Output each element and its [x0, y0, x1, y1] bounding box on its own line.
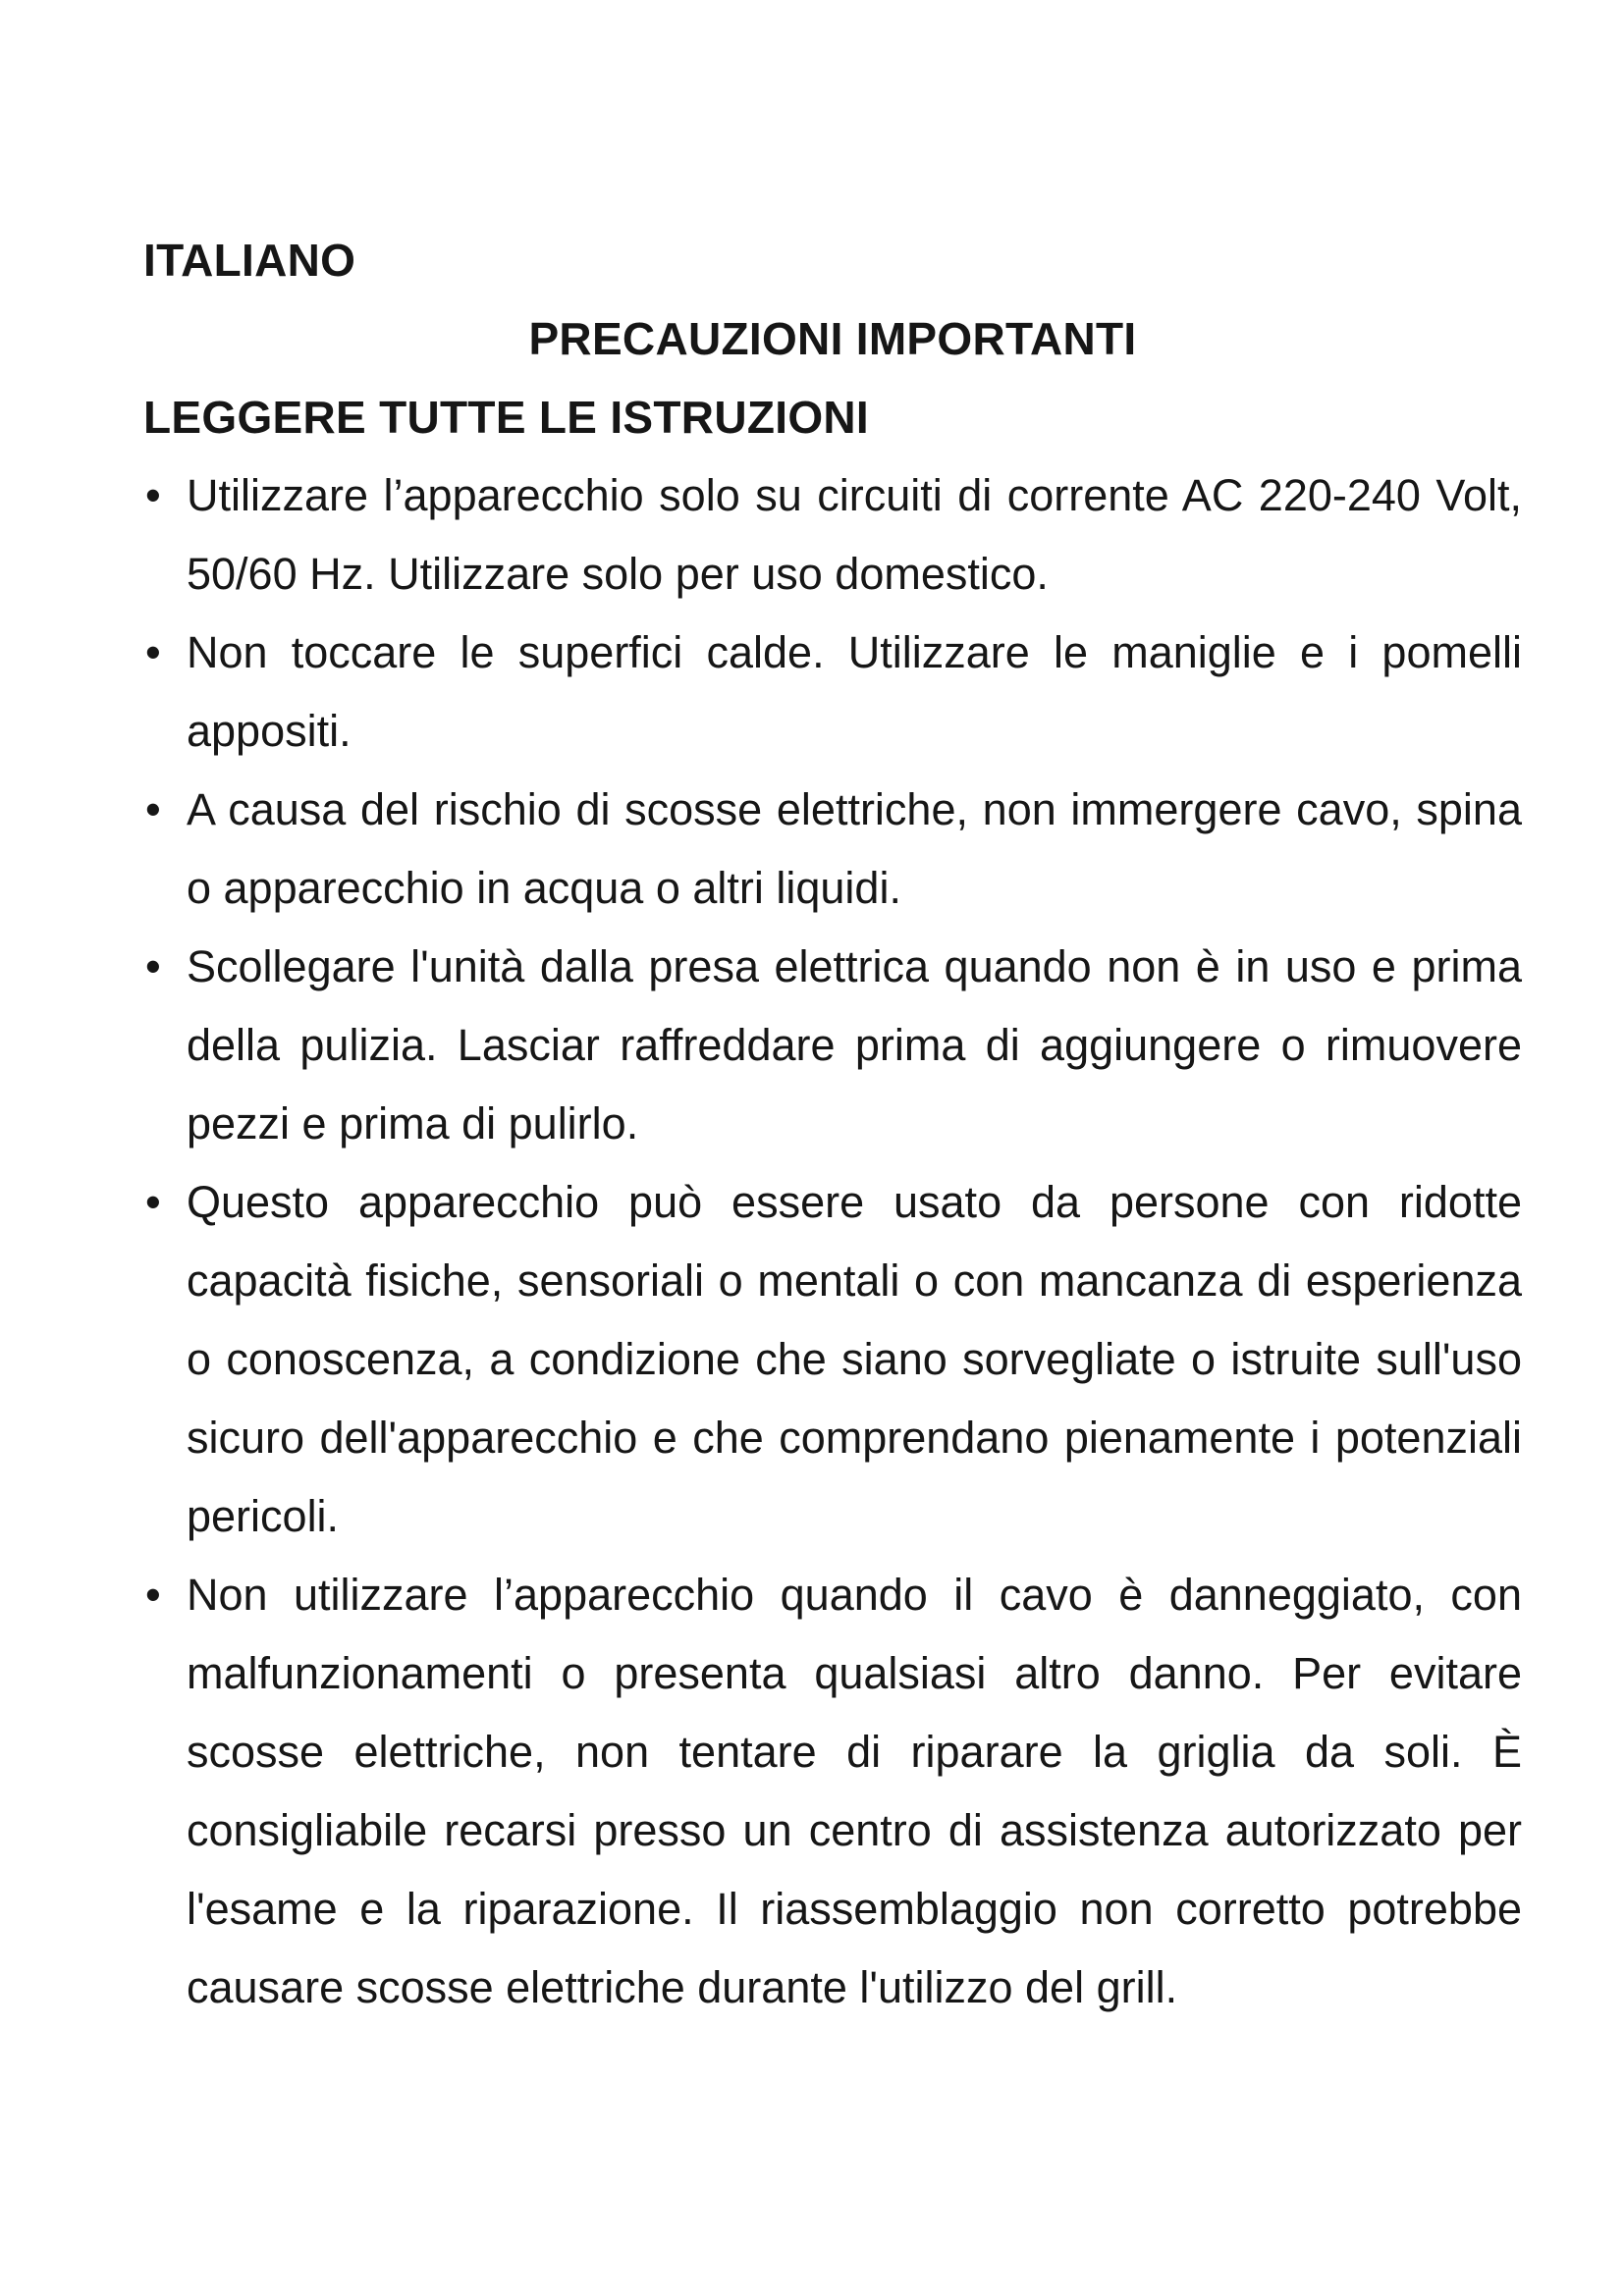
list-item: • A causa del rischio di scosse elettriche, non immergere cavo, spina o apparecchio in acqua o altri liquidi.: [143, 771, 1522, 928]
list-item: • Non toccare le superfici calde. Utilizzare le maniglie e i pomelli appositi.: [143, 614, 1522, 771]
list-item: • Scollegare l'unità dalla presa elettrica quando non è in uso e prima della pulizia. Lasciar raffreddare prima di aggiungere o rimuovere pezzi e prima di pulirlo.: [143, 928, 1522, 1163]
instructions-heading: LEGGERE TUTTE LE ISTRUZIONI: [143, 392, 870, 443]
page-title: PRECAUZIONI IMPORTANTI: [528, 313, 1137, 364]
list-item: • Utilizzare l’apparecchio solo su circuiti di corrente AC 220-240 Volt, 50/60 Hz. Utilizzare solo per uso domestico.: [143, 456, 1522, 614]
list-item: • Questo apparecchio può essere usato da persone con ridotte capacità fisiche, sensoriali o mentali o con mancanza di esperienza o conoscenza, a condizione che siano sorvegliate o istruite sull'uso sicuro dell'apparecchio e che comprendano pienamente i potenziali pericoli.: [143, 1163, 1522, 1556]
language-heading: ITALIANO: [143, 235, 356, 286]
precautions-list: [143, 456, 1522, 2027]
list-item: • Non utilizzare l’apparecchio quando il cavo è danneggiato, con malfunzionamenti o presenta qualsiasi altro danno. Per evitare scosse elettriche, non tentare di riparare la griglia da soli. È consigliabile recarsi presso un centro di assistenza autorizzato per l'esame e la riparazione. Il riassemblaggio non corretto potrebbe causare scosse elettriche durante l'utilizzo del grill.: [143, 1556, 1522, 2027]
